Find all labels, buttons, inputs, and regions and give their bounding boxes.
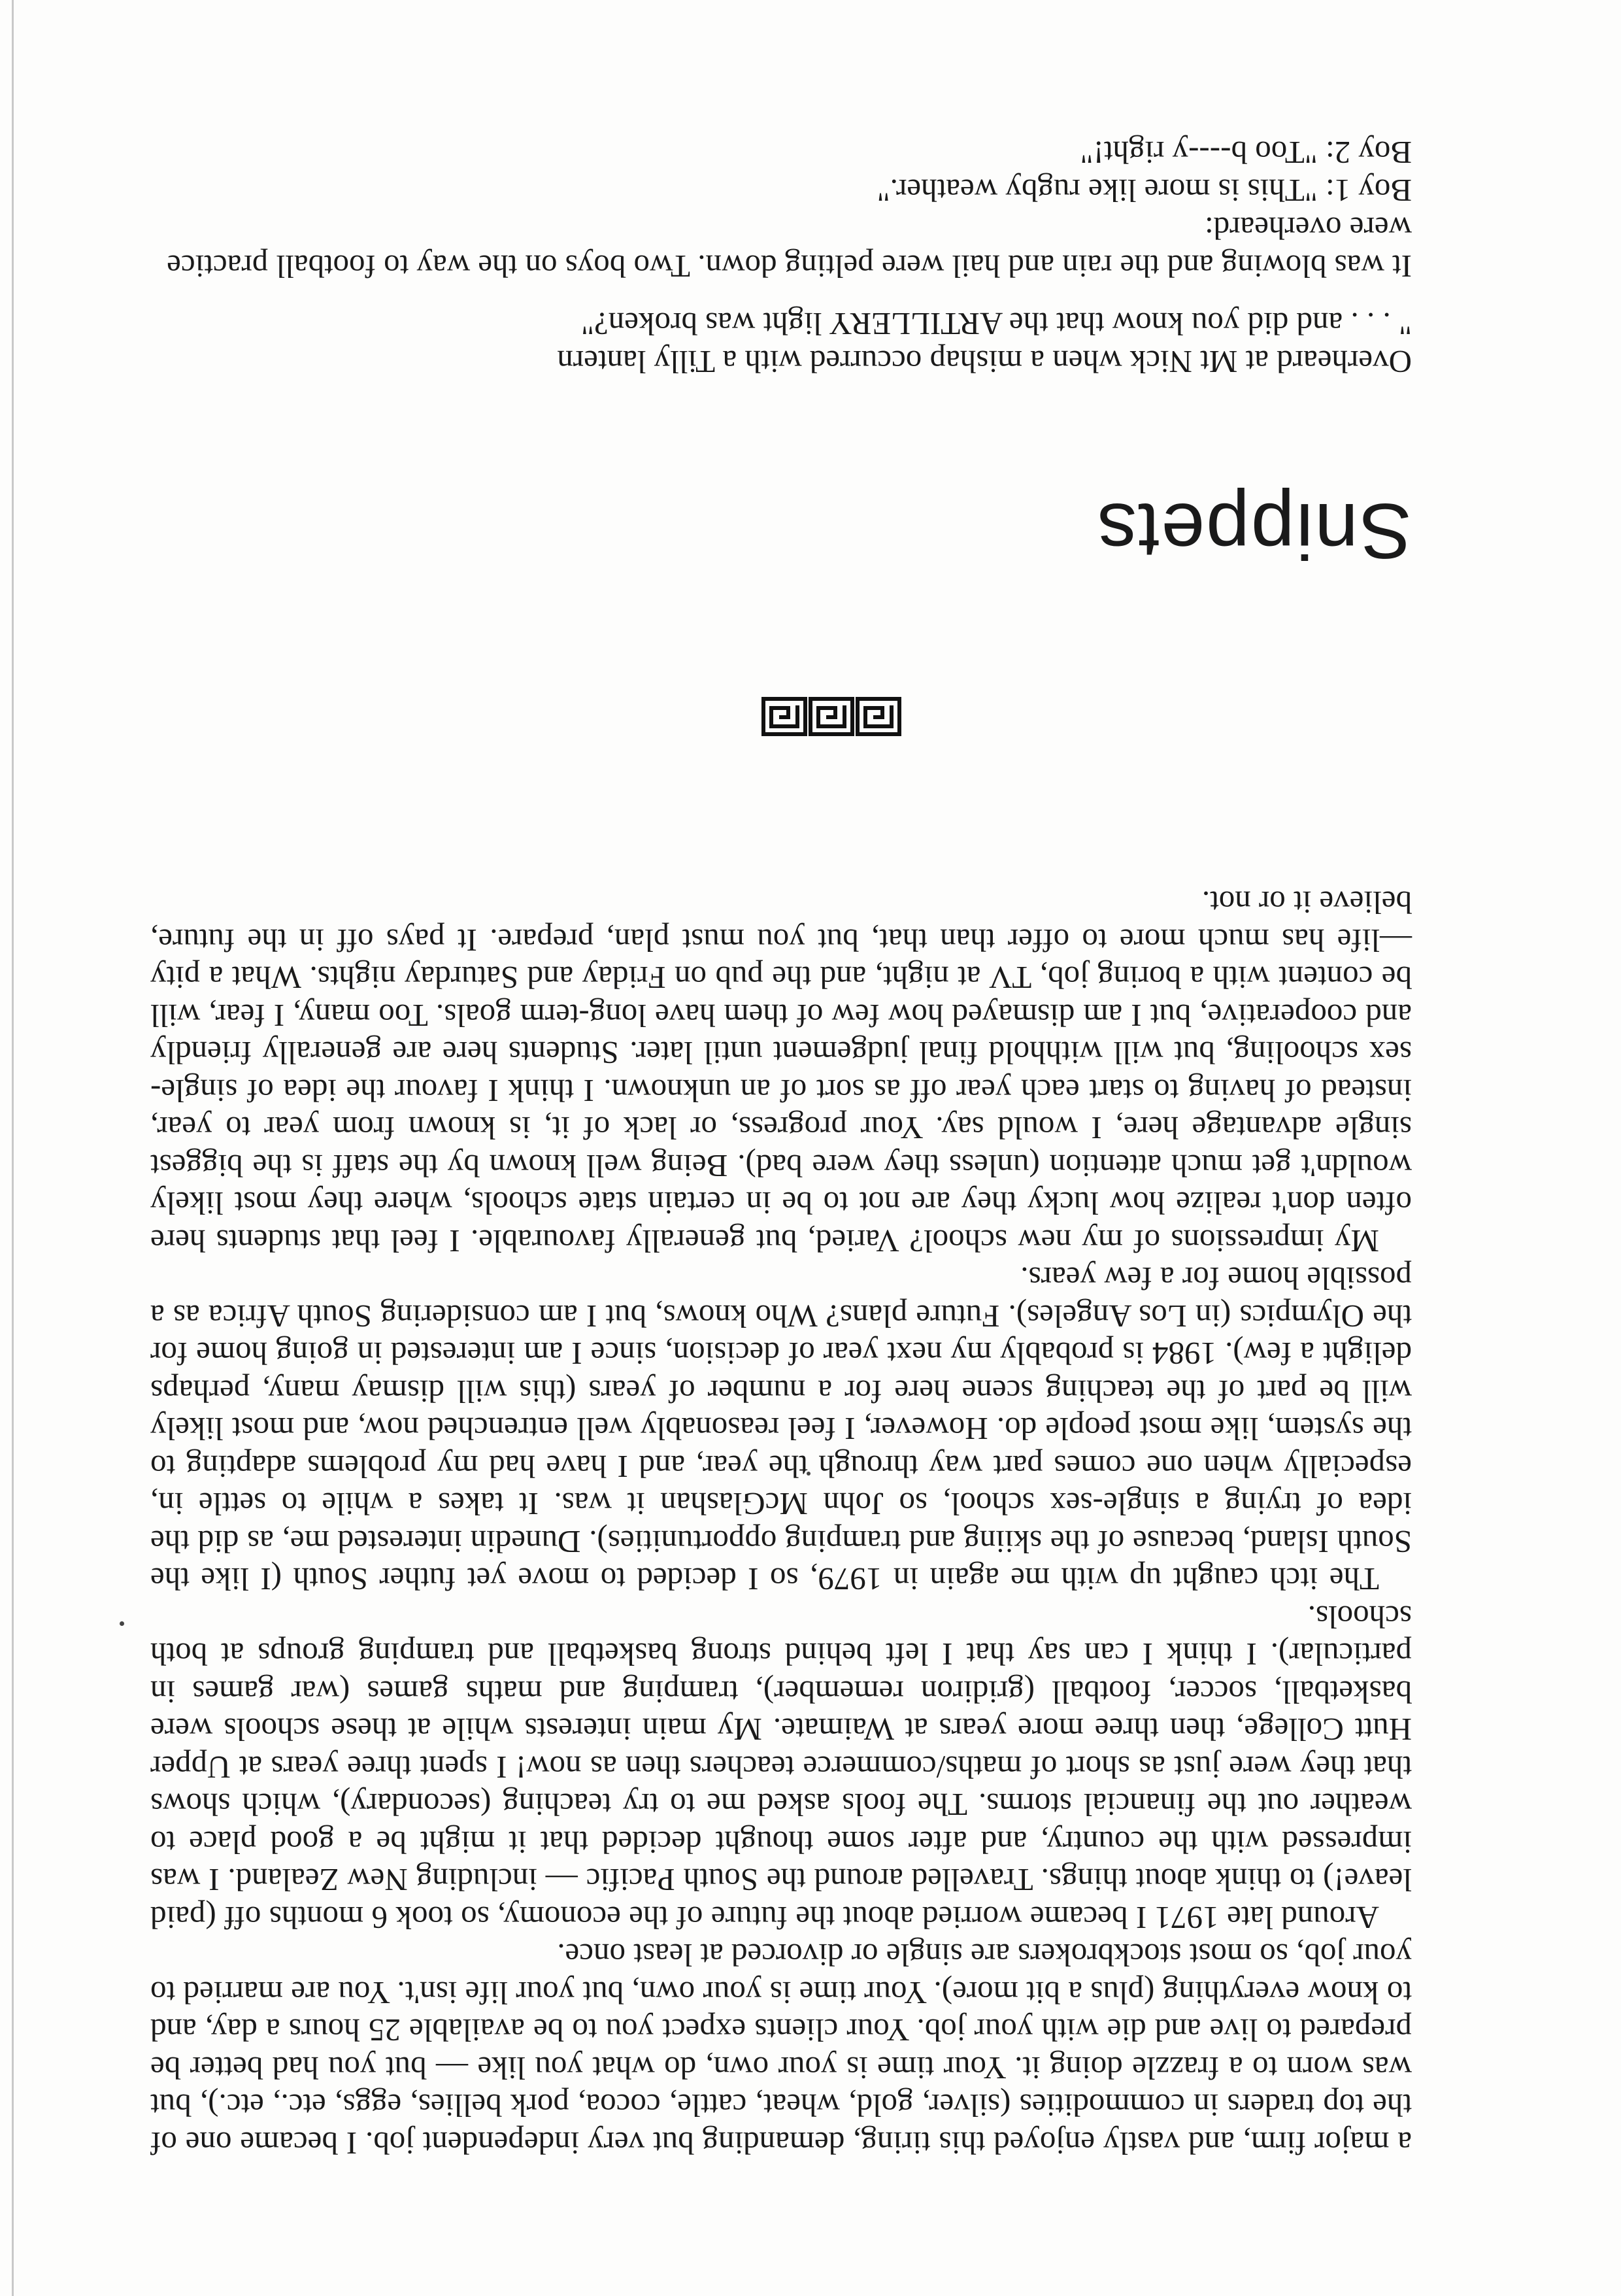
article-paragraph: My impressions of my new school? Varied, but generally favourable. I feel that students here often don't realize how lucky they are not to be in certain state schools, where they most likely wouldn't get much attention (unless they were bad). Being well known by the staff is the biggest single advantage here, I would say. Your progress, or lack of it, is known from year to year, instead of having to start each year off as sort of an unknown. I think I favour the idea of single-sex schooling, but will withhold final judgement until later. Students here are generally friendly and cooperative, but I am dismayed how few of them have long-term goals. Too many, I fear, will be content with a boring job, TV at night, and the pub on Friday and Saturday nights. What a pity—life has much more to offer than that, but you must plan, prepare. It pays off in the future, believe it or not.: [150, 885, 1412, 1259]
article-body: [150, 884, 1412, 2162]
article-paragraph: a major firm, and vastly enjoyed this tiring, demanding but very independent job. I became one of the top traders in commodities (silver, gold, wheat, cattle, cocoa, pork bellies, eggs, etc., etc.), but was worn to a frazzle doing it. Your time is your own, do what you like — but you had better be prepared to live and die with your job. Your clients expect you to be available 25 hours a day, and to know everything (plus a bit more). Your time is your own, but your life isn't. You are married to your job, so most stockbrokers are single or divorced at least once.: [150, 1937, 1412, 2161]
scan-edge-line: [12, 0, 14, 2296]
greek-key-unit: [811, 699, 852, 734]
snippet-item: [150, 305, 1412, 380]
snippets-heading: Snippets: [1096, 487, 1412, 575]
snippet-intro: It was blowing and the rain and hail were pelting down. Two boys on the way to football practice were overheard:: [167, 211, 1412, 284]
article-paragraph: Around late 1971 I became worried about the future of the economy, so took 6 months off (paid leave!) to think about things. Travelled around the South Pacific — including New Zealand. I was impressed with the country, and after some thought decided that it might be a good place to weather out the financial storms. The fools asked me to try teaching (secondary), which shows that they were just as short of maths/commerce teachers then as now! I spent three years at Upper Hutt College, then three more years at Waimate. My main interests while at these schools were basketball, soccer, football (gridiron remember), tramping and maths games (war games in particular). I think I can say that I left behind strong basketball and tramping groups at both schools.: [150, 1599, 1412, 1936]
snippet-quote: " . . . and did you know that the ARTILLERY light was broken?": [581, 306, 1412, 342]
snippet-dialog-boy2: Boy 2: "Too b----y right!": [1080, 135, 1412, 171]
greek-key-unit: [763, 699, 805, 734]
snippet-item: [150, 133, 1412, 285]
greek-key-ornament: [758, 696, 902, 737]
greek-key-unit: [858, 699, 899, 734]
snippets-body: [150, 114, 1412, 380]
scan-speck: [120, 1621, 124, 1626]
article-paragraph: The itch caught up with me again in 1979, so I decided to move yet futher South (I like the South Island, because of the skiing and tramping opportunities). Dunedin interested me, as did the idea of trying a single-sex school, so John McGlashan it was. It takes a while to settle in, especially when one comes part way through the year, and I have had my problems adapting to the system, like most people do. However, I feel reasonably well entrenched now, and most likely will be part of the teaching scene here for a number of years (this will dismay many, perhaps delight a few). 1984 is probably my next year of decision, since I am interested in going home for the Olympics (in Los Angeles). Future plans? Who knows, but I am considering South Africa as a possible home for a few years.: [150, 1260, 1412, 1598]
snippet-dialog-boy1: Boy 1: "This is more like rugby weather.": [877, 173, 1412, 209]
snippet-line: Overheard at Mt Nick when a mishap occurred with a Tilly lantern: [557, 344, 1412, 380]
